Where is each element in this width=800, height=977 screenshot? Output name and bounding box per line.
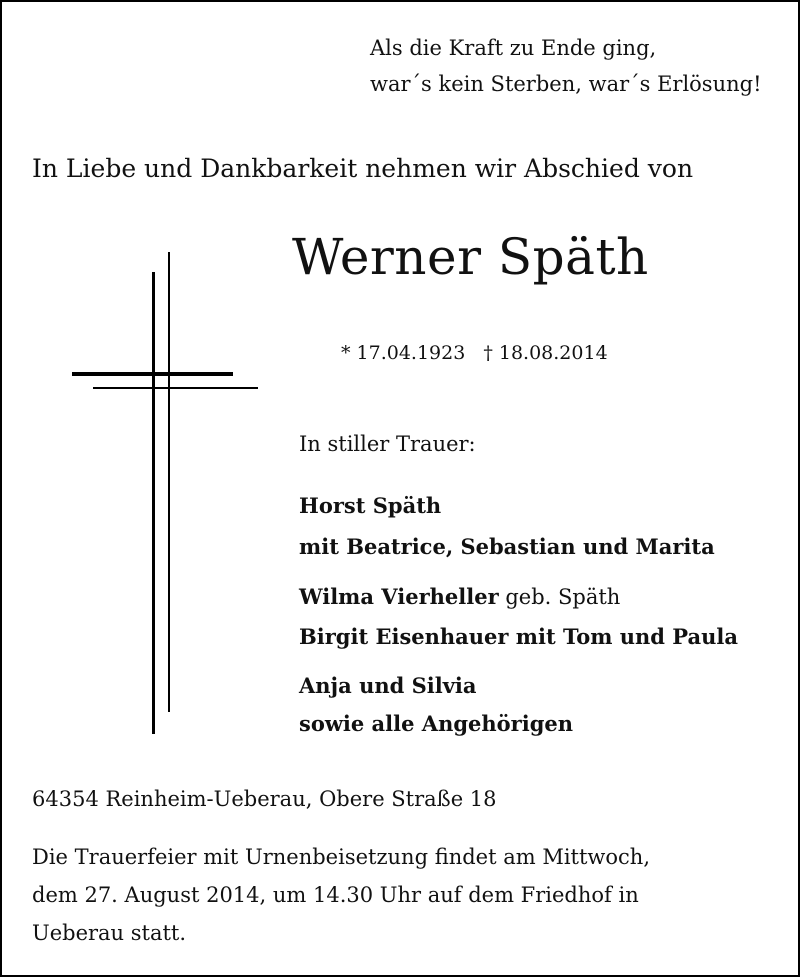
mourning-heading: In stiller Trauer: <box>299 432 476 456</box>
mourner-line-3 <box>299 584 620 609</box>
mourner-line-2: mit Beatrice, Sebastian und Marita <box>299 534 715 559</box>
cross-horizontal-bar-thin <box>93 387 258 389</box>
mourner-line-3-suffix: geb. Späth <box>498 585 621 609</box>
motto-line-1: Als die Kraft zu Ende ging, <box>370 36 657 60</box>
mourner-line-4: Birgit Eisenhauer mit Tom und Paula <box>299 624 738 649</box>
mourner-line-1: Horst Späth <box>299 493 442 518</box>
deceased-name: Werner Späth <box>292 228 649 286</box>
birth-date: * 17.04.1923 <box>341 342 466 364</box>
life-dates <box>341 342 608 364</box>
cross-vertical-bar-thin <box>168 252 170 712</box>
address: 64354 Reinheim-Ueberau, Obere Straße 18 <box>32 787 497 811</box>
mourner-line-5: Anja und Silvia <box>299 673 477 698</box>
cross-horizontal-bar-thick <box>72 372 233 376</box>
mourner-line-6: sowie alle Angehörigen <box>299 711 574 736</box>
service-line-3: Ueberau statt. <box>32 921 187 945</box>
service-line-2: dem 27. August 2014, um 14.30 Uhr auf dem Friedhof in <box>32 883 639 907</box>
intro-text: In Liebe und Dankbarkeit nehmen wir Abschied von <box>32 154 694 183</box>
service-line-1: Die Trauerfeier mit Urnenbeisetzung findet am Mittwoch, <box>32 845 650 869</box>
mourner-line-3-name: Wilma Vierheller <box>299 584 499 609</box>
cross-vertical-bar-thick <box>152 272 155 734</box>
death-date: † 18.08.2014 <box>483 342 608 364</box>
motto-line-2: war´s kein Sterben, war´s Erlösung! <box>370 72 762 96</box>
